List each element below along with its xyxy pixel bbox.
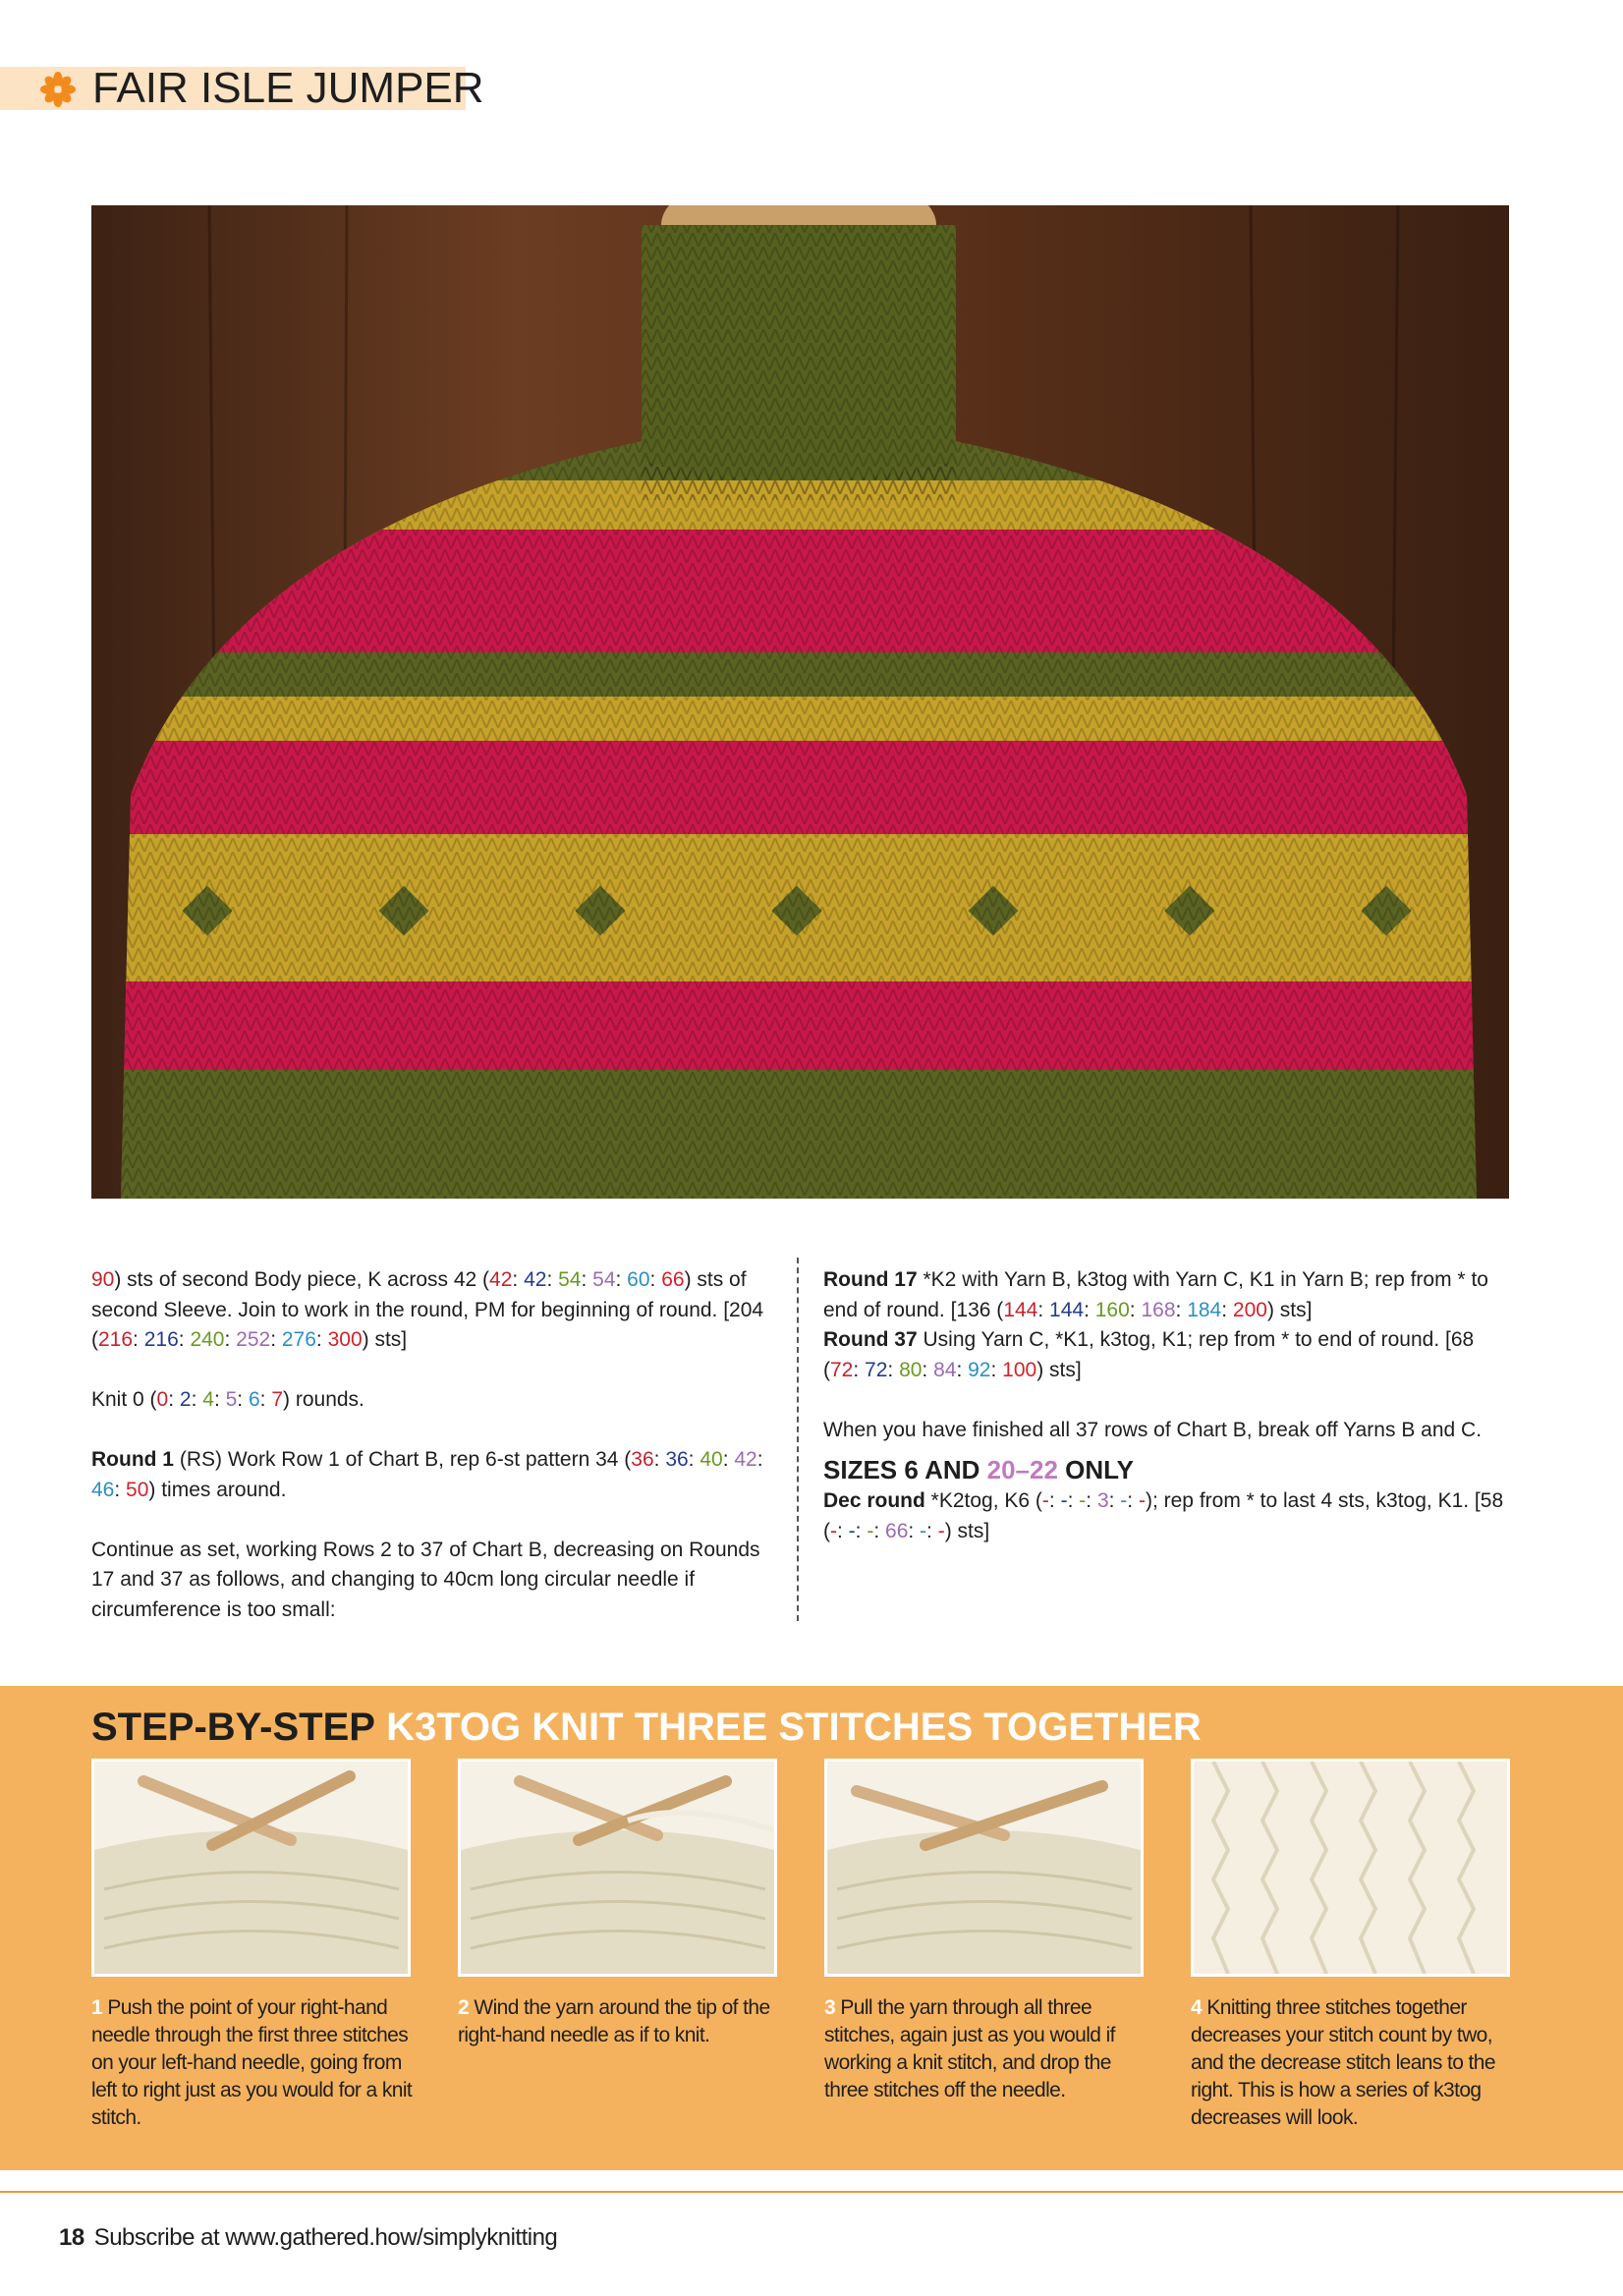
step-by-step-heading: STEP-BY-STEP K3TOG KNIT THREE STITCHES TOGETHER — [91, 1706, 1202, 1749]
paragraph-dec-round: Dec round *K2tog, K6 (-: -: -: 3: -: -); rep from * to last 4 sts, k3tog, K1. [58 (-: -: -: 66: -: -) sts] — [823, 1489, 1504, 1542]
paragraph-round-17: Round 17 *K2 with Yarn B, k3tog with Yarn C, K1 in Yarn B; rep from * to end of round. [136 (144: 144: 160: 168: 184: 200) sts] — [823, 1268, 1488, 1321]
footer-rule — [0, 2191, 1623, 2193]
subscribe-link[interactable]: Subscribe at www.gathered.how/simplyknitting — [93, 2224, 558, 2251]
sizes-subheading: SIZES 6 AND 20–22 ONLY — [823, 1455, 1135, 1484]
flower-icon — [39, 71, 77, 108]
page-title: FAIR ISLE JUMPER — [92, 64, 484, 112]
step-1-photo — [91, 1759, 411, 1977]
pattern-column-right — [823, 1265, 1511, 1546]
paragraph-continue: Continue as set, working Rows 2 to 37 of Chart B, decreasing on Rounds 17 and 37 as follows, and changing to 40cm long circular needle if circumference is too small: — [91, 1538, 760, 1621]
step-2-caption: 2 Wind the yarn around the tip of the right-hand needle as if to knit. — [458, 1996, 770, 2046]
paragraph-finish-chart: When you have finished all 37 rows of Chart B, break off Yarns B and C. — [823, 1418, 1483, 1441]
hero-photo — [91, 205, 1509, 1199]
column-divider — [797, 1258, 799, 1621]
step-1-caption: 1 Push the point of your right-hand needle through the first three stitches on your left-hand needle, going from left to right just as you would for a knit stitch. — [91, 1996, 413, 2129]
paragraph-round-37: Round 37 Using Yarn C, *K1, k3tog, K1; rep from * to end of round. [68 (72: 72: 80: 84: 92: 100) sts] — [823, 1328, 1475, 1381]
paragraph-round-1: Round 1 (RS) Work Row 1 of Chart B, rep 6-st pattern 34 (36: 36: 40: 42: 46: 50) times around. — [91, 1448, 763, 1501]
step-2-photo — [458, 1759, 777, 1977]
paragraph-joining: 90) sts of second Body piece, K across 42 (42: 42: 54: 54: 60: 66) sts of second Sleeve. Join to work in the round, PM for beginning of round. [204 (216: 216: 240: 252: 276: 300) sts] — [91, 1268, 764, 1351]
step-4-photo — [1191, 1759, 1510, 1977]
step-3-caption: 3 Pull the yarn through all three stitches, again just as you would if working a knit stitch, and drop the three stitches off the needle. — [824, 1996, 1115, 2101]
paragraph-knit-rounds: Knit 0 (0: 2: 4: 5: 6: 7) rounds. — [91, 1388, 364, 1411]
pattern-column-left — [91, 1265, 774, 1625]
step-4-caption: 4 Knitting three stitches together decreases your stitch count by two, and the decrease stitch leans to the right. This is how a series of k3tog decreases will look. — [1191, 1996, 1495, 2129]
page-footer — [59, 2223, 557, 2253]
page-number: 18 — [59, 2224, 84, 2251]
step-3-photo — [824, 1759, 1144, 1977]
